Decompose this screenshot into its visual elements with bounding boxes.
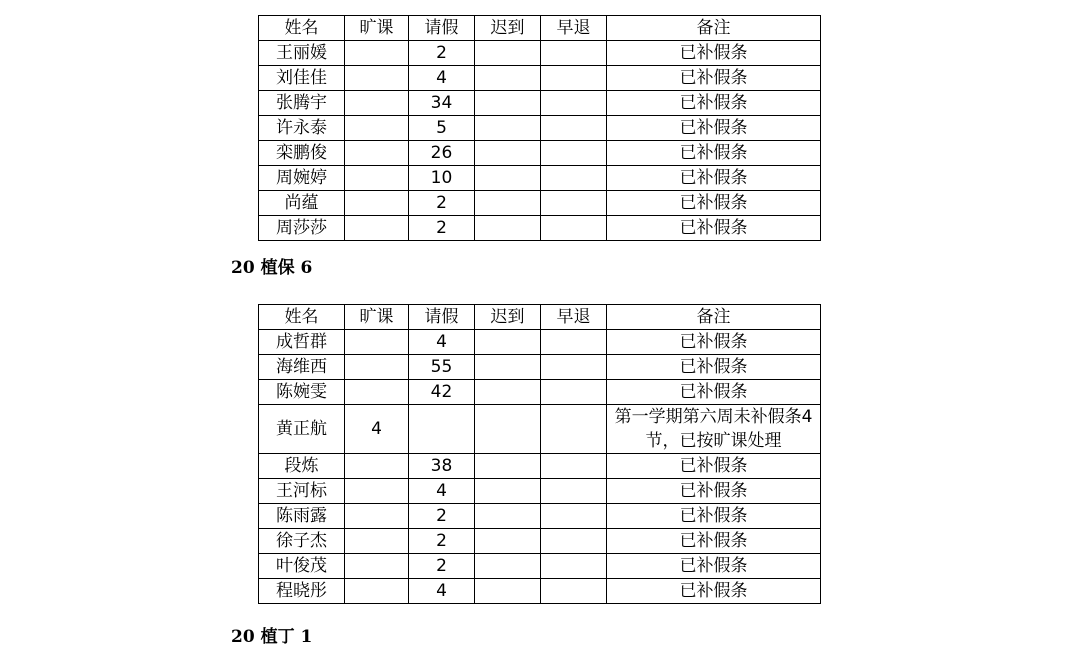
cell-leave: 2: [409, 529, 475, 554]
cell-note: 已补假条: [607, 91, 821, 116]
cell-early: [541, 479, 607, 504]
cell-early: [541, 191, 607, 216]
table-row: [259, 479, 821, 504]
cell-absent: [345, 166, 409, 191]
cell-note: 已补假条: [607, 355, 821, 380]
cell-absent: [345, 66, 409, 91]
cell-note: 已补假条: [607, 554, 821, 579]
cell-note: 已补假条: [607, 141, 821, 166]
table-1-body: [259, 41, 821, 241]
cell-note: 已补假条: [607, 116, 821, 141]
cell-late: [475, 405, 541, 454]
cell-note: 已补假条: [607, 41, 821, 66]
table-row: [259, 116, 821, 141]
cell-early: [541, 380, 607, 405]
cell-name: 尚蕴: [259, 191, 345, 216]
table-row: [259, 504, 821, 529]
cell-name: 陈雨露: [259, 504, 345, 529]
cell-late: [475, 529, 541, 554]
cell-note: 已补假条: [607, 380, 821, 405]
cell-leave: 4: [409, 579, 475, 604]
table-header-row: [259, 305, 821, 330]
cell-note: 已补假条: [607, 504, 821, 529]
cell-absent: [345, 355, 409, 380]
cell-early: [541, 454, 607, 479]
cell-late: [475, 380, 541, 405]
cell-absent: [345, 554, 409, 579]
cell-name: 王丽媛: [259, 41, 345, 66]
cell-leave: 4: [409, 479, 475, 504]
class-heading: 20 植保 6: [231, 258, 313, 278]
cell-late: [475, 579, 541, 604]
cell-leave: 4: [409, 330, 475, 355]
cell-leave: 2: [409, 216, 475, 241]
table-row: [259, 66, 821, 91]
table-row: [259, 355, 821, 380]
table-row: [259, 191, 821, 216]
cell-name: 许永泰: [259, 116, 345, 141]
cell-leave: 2: [409, 41, 475, 66]
header-absent: 旷课: [345, 16, 409, 41]
table-row: [259, 91, 821, 116]
cell-name: 黄正航: [259, 405, 345, 454]
cell-leave: 2: [409, 191, 475, 216]
cell-early: [541, 529, 607, 554]
cell-note: 已补假条: [607, 330, 821, 355]
cell-name: 王河标: [259, 479, 345, 504]
cell-name: 海维西: [259, 355, 345, 380]
cell-leave: 10: [409, 166, 475, 191]
cell-late: [475, 91, 541, 116]
table-row: [259, 529, 821, 554]
table-row: [259, 141, 821, 166]
cell-name: 叶俊茂: [259, 554, 345, 579]
cell-leave: 2: [409, 554, 475, 579]
table-row: [259, 166, 821, 191]
cell-leave: 5: [409, 116, 475, 141]
cell-absent: [345, 504, 409, 529]
cell-leave: 26: [409, 141, 475, 166]
table-row: [259, 454, 821, 479]
cell-early: [541, 579, 607, 604]
cell-name: 徐子杰: [259, 529, 345, 554]
cell-note: 已补假条: [607, 166, 821, 191]
cell-leave: 42: [409, 380, 475, 405]
cell-name: 陈婉雯: [259, 380, 345, 405]
cell-late: [475, 191, 541, 216]
cell-note: 已补假条: [607, 216, 821, 241]
cell-leave: 38: [409, 454, 475, 479]
cell-absent: 4: [345, 405, 409, 454]
cell-leave: 4: [409, 66, 475, 91]
cell-name: 周婉婷: [259, 166, 345, 191]
cell-absent: [345, 191, 409, 216]
header-absent: 旷课: [345, 305, 409, 330]
cell-name: 刘佳佳: [259, 66, 345, 91]
header-early: 早退: [541, 16, 607, 41]
cell-absent: [345, 116, 409, 141]
cell-late: [475, 454, 541, 479]
cell-late: [475, 66, 541, 91]
cell-absent: [345, 216, 409, 241]
cell-early: [541, 66, 607, 91]
cell-note: 已补假条: [607, 479, 821, 504]
cell-name: 栾鹏俊: [259, 141, 345, 166]
cell-late: [475, 216, 541, 241]
cell-note: 已补假条: [607, 191, 821, 216]
header-late: 迟到: [475, 305, 541, 330]
header-note: 备注: [607, 16, 821, 41]
cell-absent: [345, 41, 409, 66]
cell-leave: 34: [409, 91, 475, 116]
header-late: 迟到: [475, 16, 541, 41]
cell-early: [541, 554, 607, 579]
cell-note: 已补假条: [607, 579, 821, 604]
cell-early: [541, 405, 607, 454]
cell-leave: 2: [409, 504, 475, 529]
cell-absent: [345, 141, 409, 166]
cell-note: 已补假条: [607, 454, 821, 479]
cell-absent: [345, 454, 409, 479]
table-row: [259, 405, 821, 454]
header-name: 姓名: [259, 305, 345, 330]
cell-leave: [409, 405, 475, 454]
cell-late: [475, 166, 541, 191]
cell-late: [475, 355, 541, 380]
cell-late: [475, 330, 541, 355]
table-2-body: [259, 330, 821, 604]
cell-early: [541, 141, 607, 166]
cell-late: [475, 479, 541, 504]
cell-late: [475, 116, 541, 141]
attendance-table-2: [258, 304, 821, 604]
attendance-table-1: [258, 15, 821, 241]
cell-early: [541, 116, 607, 141]
cell-note: 第一学期第六周未补假条4节，已按旷课处理: [607, 405, 821, 454]
class-heading: 20 植丁 1: [231, 627, 313, 647]
table-row: [259, 216, 821, 241]
header-name: 姓名: [259, 16, 345, 41]
cell-note: 已补假条: [607, 529, 821, 554]
cell-late: [475, 504, 541, 529]
cell-late: [475, 141, 541, 166]
table-row: [259, 330, 821, 355]
table-row: [259, 41, 821, 66]
cell-absent: [345, 529, 409, 554]
cell-name: 周莎莎: [259, 216, 345, 241]
cell-name: 段炼: [259, 454, 345, 479]
cell-early: [541, 166, 607, 191]
cell-late: [475, 41, 541, 66]
cell-absent: [345, 579, 409, 604]
header-leave: 请假: [409, 305, 475, 330]
cell-leave: 55: [409, 355, 475, 380]
cell-early: [541, 91, 607, 116]
cell-early: [541, 330, 607, 355]
table-header-row: [259, 16, 821, 41]
cell-absent: [345, 330, 409, 355]
header-early: 早退: [541, 305, 607, 330]
header-note: 备注: [607, 305, 821, 330]
cell-note: 已补假条: [607, 66, 821, 91]
cell-name: 张腾宇: [259, 91, 345, 116]
cell-absent: [345, 479, 409, 504]
cell-name: 成哲群: [259, 330, 345, 355]
table-row: [259, 579, 821, 604]
cell-early: [541, 216, 607, 241]
cell-absent: [345, 91, 409, 116]
cell-early: [541, 355, 607, 380]
cell-early: [541, 504, 607, 529]
cell-early: [541, 41, 607, 66]
header-leave: 请假: [409, 16, 475, 41]
cell-late: [475, 554, 541, 579]
table-row: [259, 380, 821, 405]
table-row: [259, 554, 821, 579]
cell-absent: [345, 380, 409, 405]
cell-name: 程晓彤: [259, 579, 345, 604]
